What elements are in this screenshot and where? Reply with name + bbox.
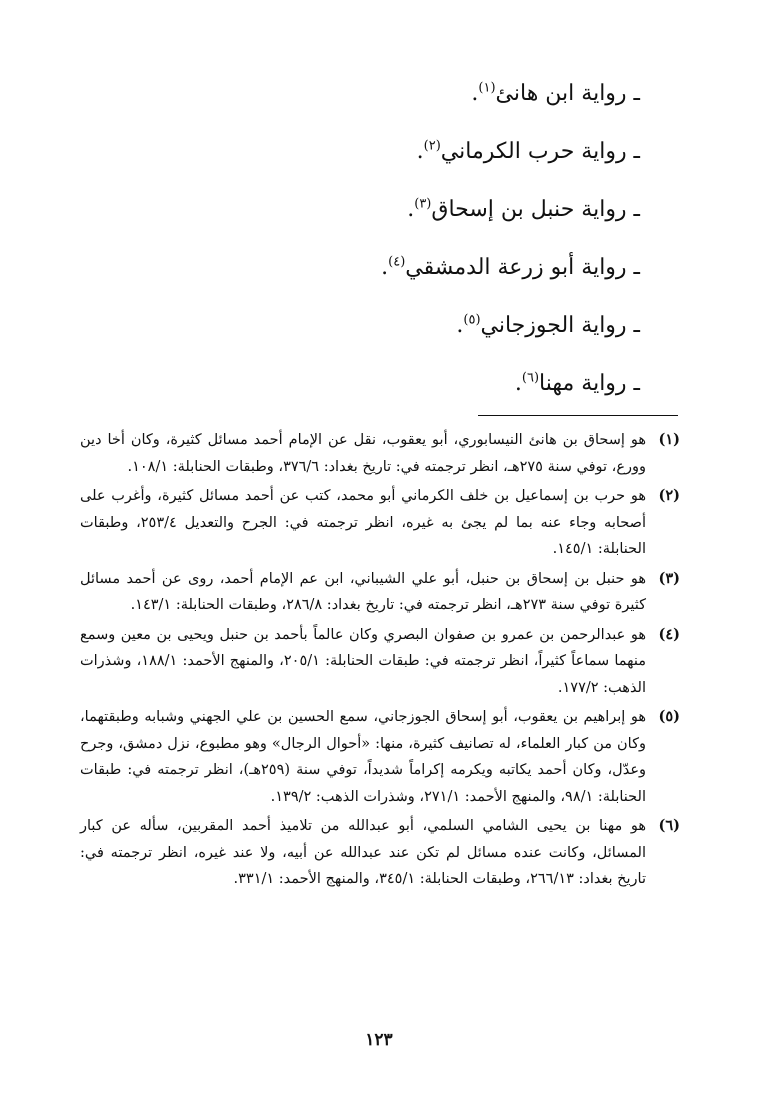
narration-text: ـ رواية الجوزجاني (480, 313, 640, 338)
footnote-text: هو إبراهيم بن يعقوب، أبو إسحاق الجوزجاني، سمع الحسين بن علي الجهني وشبابه وطبقتهما، وكان من كبار العلماء، له تصانيف كثيرة، منها: «أحوال الرجال» وهو مطبوع، نزل دمشق، وجرح وعدّل، وكان أحمد يكاتبه ويكرمه إكراماً شديداً، توفي سنة (٢٥٩هـ)، انظر ترجمته في: طبقات الحنابلة: ٩٨/١، والمنهج الأحمد: ٢٧١/١، وشذرات الذهب: ١٣٩/٢. (80, 709, 646, 805)
footnote (80, 704, 680, 810)
narration-end: . (416, 139, 424, 164)
footnote-divider (478, 415, 678, 416)
footnote-text: هو مهنا بن يحيى الشامي السلمي، أبو عبدالله من تلاميذ أحمد المقربين، سأله عن كبار المسائل، وكانت عنده مسائل لم تكن عند عبدالله عن أبيه، ولا عند غيره، انظر ترجمته في: تاريخ بغداد: ٢٦٦/١٣، وطبقات الحنابلة: ٣٤٥/١، والمنهج الأحمد: ٣٣١/١. (80, 818, 646, 887)
footnote-number: (٤) (658, 625, 680, 643)
footnote-number: (١) (658, 431, 680, 448)
narration-item (140, 190, 640, 248)
footnote-number: (٣) (658, 569, 680, 587)
footnote-ref: (١) (478, 80, 496, 96)
footnote-text: هو إسحاق بن هانئ النيسابوري، أبو يعقوب، نقل عن الإمام أحمد مسائل كثيرة، وكان أخا دين وورع، توفي سنة ٢٧٥هـ، انظر ترجمته في: تاريخ بغداد: ٣٧٦/٦، وطبقات الحنابلة: ١٠٨/١. (80, 432, 646, 475)
footnote-ref: (٦) (521, 370, 540, 386)
narration-end: . (514, 371, 522, 396)
footnote (80, 483, 680, 563)
footnote (80, 813, 680, 893)
footnote-text: هو حنبل بن إسحاق بن حنبل، أبو علي الشيباني، ابن عم الإمام أحمد، روى عن أحمد مسائل كثيرة توفي سنة ٢٧٣هـ، انظر ترجمته في: تاريخ بغداد: ٢٨٦/٨، وطبقات الحنابلة: ١٤٣/١. (80, 570, 646, 613)
footnote-ref: (٤) (388, 254, 406, 270)
narration-end: . (471, 81, 479, 106)
narration-end: . (456, 313, 464, 338)
footnote-text: هو عبدالرحمن بن عمرو بن صفوان البصري وكان عالماً بأحمد بن حنبل ويحيى بن معين وسمع منهما سماعاً كثيراً، انظر ترجمته في: طبقات الحنابلة: ٢٠٥/١، والمنهج الأحمد: ١٨٨/١، وشذرات الذهب: ١٧٧/٢. (80, 626, 646, 696)
narration-item (140, 74, 640, 132)
footnote-text: هو حرب بن إسماعيل بن خلف الكرماني أبو محمد، كتب عن أحمد مسائل كثيرة، وأغرب على أصحابه وجاء عنه بما لم يجئ به غيره، انظر ترجمته في: الجرح والتعديل ٢٥٣/٤، وطبقات الحنابلة: ١٤٥/١. (80, 488, 646, 557)
narration-end: . (407, 197, 415, 222)
narration-text: ـ رواية ابن هانئ (495, 81, 640, 106)
narration-text: ـ رواية مهنا (539, 371, 640, 396)
narration-text: ـ رواية حنبل بن إسحاق (431, 197, 640, 222)
footnotes-list (80, 427, 680, 896)
footnote (80, 622, 680, 702)
narration-end: . (381, 255, 389, 280)
footnote-ref: (٣) (414, 196, 432, 212)
footnote-number: (٥) (658, 708, 680, 725)
footnote (80, 427, 680, 480)
narration-item (140, 306, 640, 364)
footnote (80, 566, 680, 619)
narration-text: ـ رواية أبو زرعة الدمشقي (405, 255, 640, 280)
footnote-number: (٦) (658, 817, 680, 834)
narration-item (140, 132, 640, 190)
footnote-ref: (٥) (463, 312, 481, 328)
narration-item (140, 364, 640, 422)
narration-item (140, 248, 640, 306)
page-number: ١٢٣ (365, 1030, 393, 1050)
narration-text: ـ رواية حرب الكرماني (440, 139, 640, 164)
footnote-number: (٢) (658, 487, 680, 504)
narrations-list (140, 74, 640, 422)
footnote-ref: (٢) (423, 138, 441, 154)
